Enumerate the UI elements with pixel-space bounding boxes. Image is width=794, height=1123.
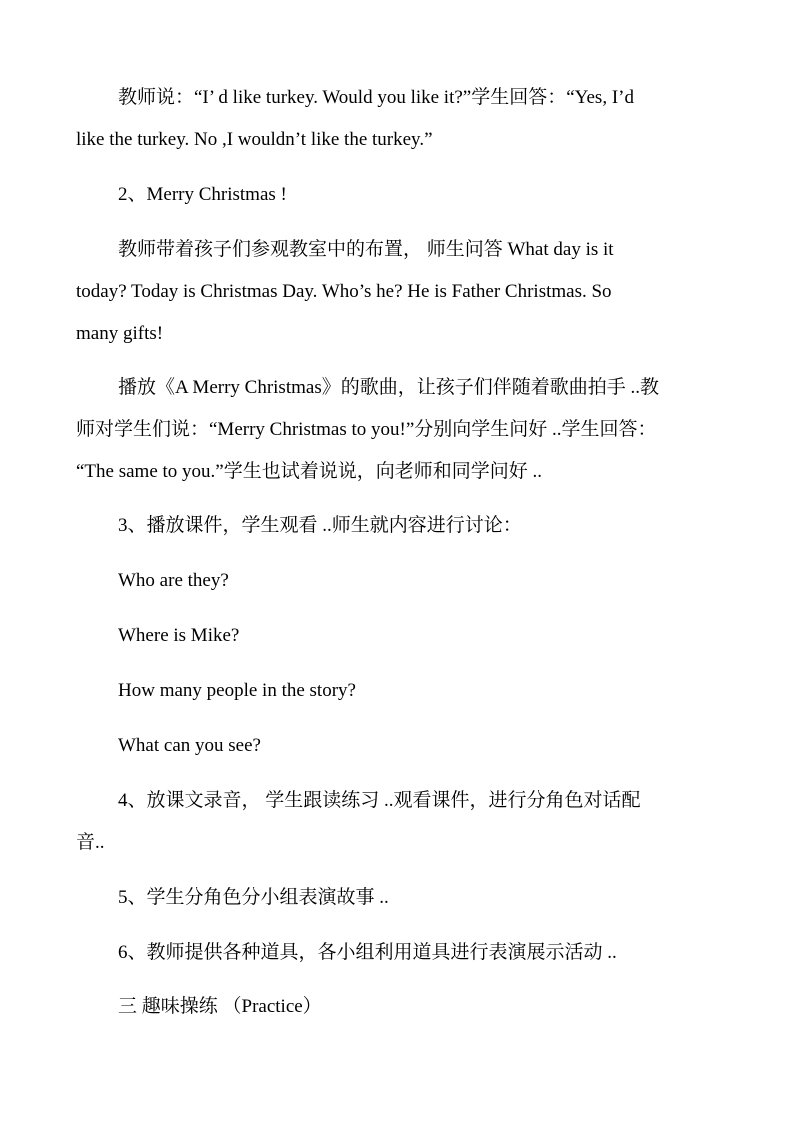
paragraph-line: 教师说：“I’ d like turkey. Would you like it?”学生回答：“Yes, I’d bbox=[118, 87, 634, 108]
paragraph-line: 播放《A Merry Christmas》的歌曲，让孩子们伴随着歌曲拍手 ..教 bbox=[118, 377, 659, 398]
section-heading: 三 趣味操练 （Practice） bbox=[118, 996, 322, 1017]
paragraph-line: “The same to you.”学生也试着说说，向老师和同学问好 .. bbox=[76, 461, 542, 482]
paragraph-line: 师对学生们说：“Merry Christmas to you!”分别向学生问好 ..学生回答： bbox=[76, 419, 657, 440]
paragraph-line: 5、学生分角色分小组表演故事 .. bbox=[118, 887, 389, 908]
paragraph-line: 4、放课文录音， 学生跟读练习 ..观看课件，进行分角色对话配 bbox=[118, 790, 641, 811]
paragraph-line: 音.. bbox=[76, 832, 105, 853]
question-line: Where is Mike? bbox=[118, 625, 240, 646]
question-line: What can you see? bbox=[118, 735, 261, 756]
paragraph-line: 教师带着孩子们参观教室中的布置， 师生问答 What day is it bbox=[118, 239, 614, 260]
paragraph-line: many gifts! bbox=[76, 323, 164, 344]
paragraph-line: like the turkey. No ,I wouldn’t like the turkey.” bbox=[76, 129, 433, 150]
section-heading: 3、播放课件，学生观看 ..师生就内容进行讨论： bbox=[118, 515, 522, 536]
paragraph-line: 6、教师提供各种道具，各小组利用道具进行表演展示活动 .. bbox=[118, 942, 617, 963]
question-line: Who are they? bbox=[118, 570, 229, 591]
paragraph-line: today? Today is Christmas Day. Who’s he? He is Father Christmas. So bbox=[76, 281, 612, 302]
section-heading: 2、Merry Christmas ! bbox=[118, 184, 287, 205]
question-line: How many people in the story? bbox=[118, 680, 356, 701]
